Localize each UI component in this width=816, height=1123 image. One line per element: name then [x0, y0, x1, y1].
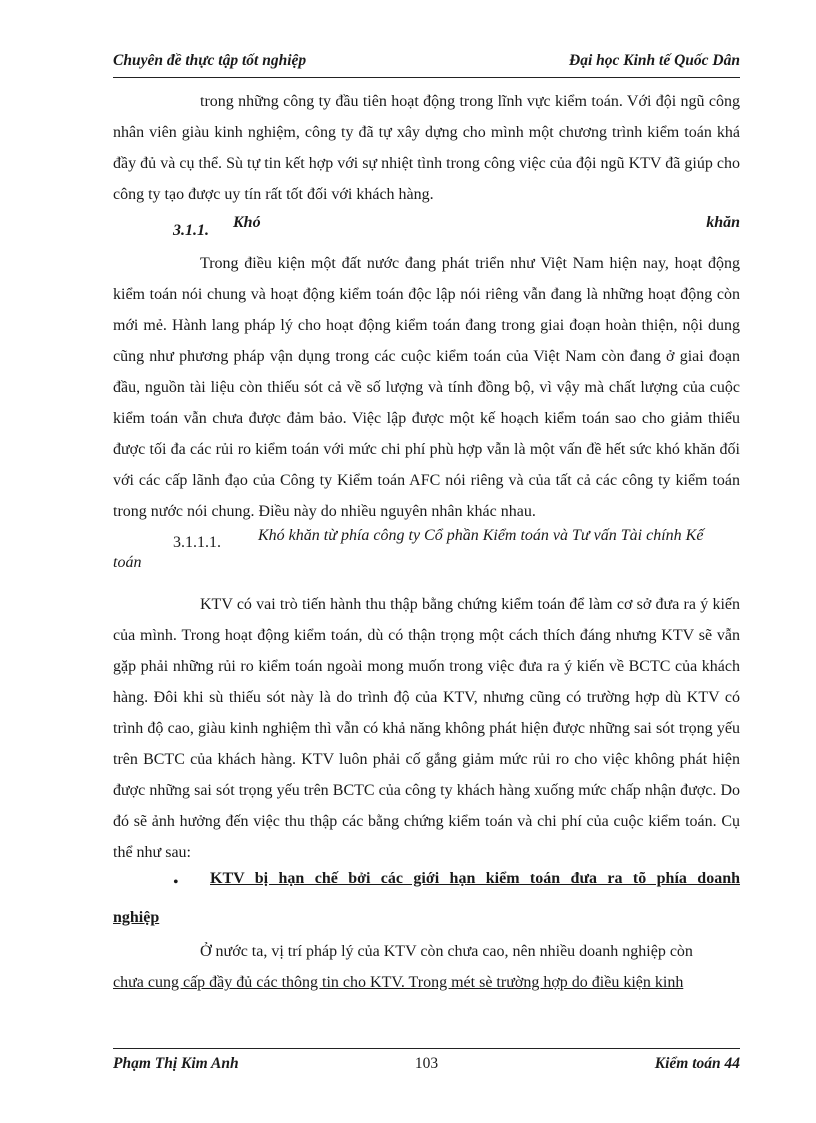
- paragraph-ktv-role: KTV có vai trò tiến hành thu thập bằng chứng kiểm toán để làm cơ sở đưa ra ý kiến của mình. Trong hoạt động kiểm toán, dù có thận trọng một cách thích đáng nhưng KTV sẽ vẫn gặp phải những rủi ro kiểm toán ngoài mong muốn trong việc đưa ra ý kiến về BCTC của khách hàng. Đôi khi sù thiếu sót này là do trình độ của KTV, nhưng cũng có trường hợp dù KTV có trình độ cao, giàu kinh nghiệm thì vẫn có khả năng không phát hiện được những sai sót trọng yếu trên BCTC của khách hàng. KTV luôn phải cố gắng giảm mức rủi ro cho việc không phát hiện được những sai sót trọng yếu trên BCTC của công ty khách hàng xuống mức chấp nhận được. Do đó sẽ ảnh hưởng đến việc thu thập các bằng chứng kiểm toán và chi phí của cuộc kiểm toán. Cụ thể như sau:: [113, 596, 740, 861]
- bullet-continuation: nghiệp: [113, 909, 160, 926]
- header-right-title: Đại học Kinh tế Quốc Dân: [569, 52, 740, 69]
- section-title-word-1: Khó: [233, 214, 261, 231]
- page-number: 103: [414, 1055, 439, 1072]
- paragraph-legal-position-line-1: Ở nước ta, vị trí pháp lý của KTV còn chưa cao, nên nhiều doanh nghiệp còn: [200, 943, 693, 960]
- page-header: [113, 52, 740, 74]
- section-number: 3.1.1.: [173, 222, 209, 239]
- subsection-title-line-2: toán: [113, 554, 142, 571]
- page-body: [113, 86, 740, 998]
- subsection-number: 3.1.1.1.: [173, 534, 221, 551]
- subsection-heading-3-1-1-1: [113, 527, 740, 589]
- page-footer: [113, 1055, 740, 1077]
- header-left-title: Chuyên đề thực tập tốt nghiệp: [113, 52, 307, 69]
- bullet-text: KTV bị hạn chế bởi các giới hạn kiểm toán đưa ra tõ phía doanh: [210, 870, 740, 887]
- section-title-word-2: khăn: [706, 214, 740, 231]
- paragraph-difficulties: Trong điều kiện một đất nước đang phát triển như Việt Nam hiện nay, hoạt động kiểm toán nói chung và hoạt động kiểm toán độc lập nói riêng vẫn đang là những hoạt động còn mới mẻ. Hành lang pháp lý cho hoạt động kiểm toán đang trong giai đoạn hoàn thiện, nội dung cũng như phương pháp vận dụng trong các cuộc kiểm toán của Việt Nam còn đang ở giai đoạn đầu, nguồn tài liệu còn thiếu sót cả về số lượng và tính đồng bộ, vì vậy mà chất lượng của cuộc kiểm toán vẫn chưa được đảm bảo. Việc lập được một kế hoạch kiểm toán sao cho giảm thiểu được tối đa các rủi ro kiểm toán với mức chi phí phù hợp vẫn là một vấn đề hết sức khó khăn đối với các cấp lãnh đạo của Công ty Kiểm toán AFC nói riêng và của tất cả các công ty kiểm toán trong nước nói chung. Điều này do nhiều nguyên nhân khác nhau.: [113, 255, 740, 520]
- bullet-symbol: •: [173, 874, 179, 891]
- footer-author: Phạm Thị Kim Anh: [113, 1055, 239, 1072]
- section-heading-3-1-1: [113, 210, 740, 248]
- subsection-title-line-1: Khó khăn từ phía công ty Cổ phần Kiểm toán và Tư vấn Tài chính Kế: [258, 527, 704, 544]
- bullet-item: [113, 870, 740, 904]
- footer-divider: [113, 1048, 740, 1049]
- paragraph-legal-position-line-2: chưa cung cấp đầy đủ các thông tin cho KTV. Trong mét sè trường hợp do điều kiện kinh: [113, 974, 684, 991]
- paragraph-intro: trong những công ty đầu tiên hoạt động trong lĩnh vực kiểm toán. Với đội ngũ công nhân viên giàu kinh nghiệm, công ty đã tự xây dựng cho mình một chương trình kiểm toán khá đầy đủ và cụ thể. Sù tự tin kết hợp với sự nhiệt tình trong công việc của đội ngũ KTV đã giúp cho công ty tạo được uy tín rất tốt đối với khách hàng.: [113, 93, 740, 203]
- footer-course: Kiểm toán 44: [654, 1055, 740, 1072]
- header-divider: [113, 77, 740, 78]
